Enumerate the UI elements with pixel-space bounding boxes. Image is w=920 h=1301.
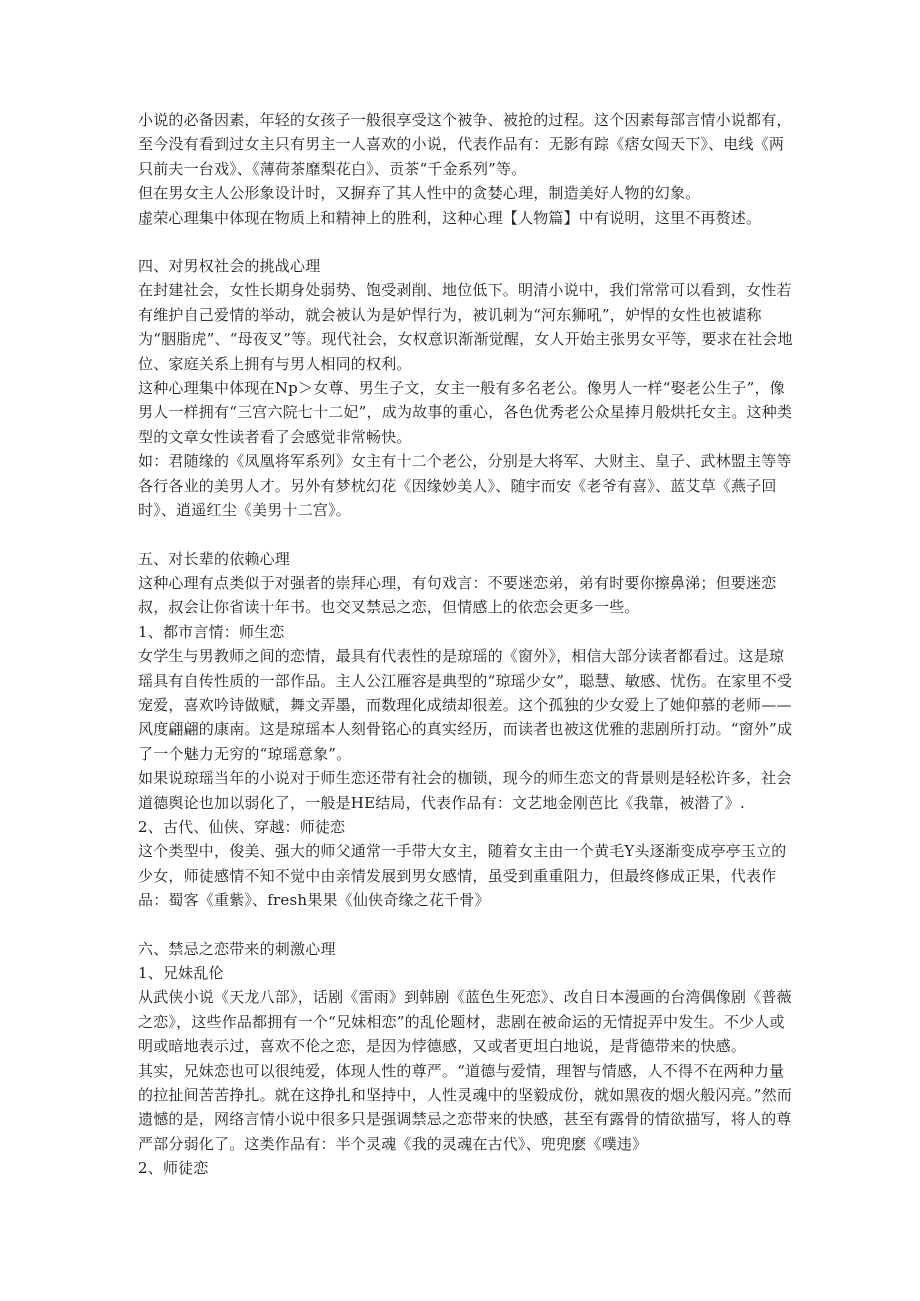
subheading: 1、都市言情：师生恋 xyxy=(138,622,285,641)
section-heading: 四、对男权社会的挑战心理 xyxy=(138,257,321,276)
paragraph: 但在男女主人公形象设计时，又摒弃了其人性中的贪婪心理，制造美好人物的幻象。 xyxy=(138,184,701,203)
paragraph: 虚荣心理集中体现在物质上和精神上的胜利，这种心理【人物篇】中有说明，这里不再赘述。 xyxy=(138,208,762,227)
subheading: 1、兄妹乱伦 xyxy=(138,964,224,982)
paragraph: 从武侠小说《天龙八部》，话剧《雷雨》到韩剧《蓝色生死恋》、改自日本漫画的台湾偶像剧《普薇之恋》，这些作品都拥有一个“兄妹相恋”的乱伦题材，悲剧在被命运的无情捉弄中发生。不少人或明或暗地表示过，喜欢不伦之恋，是因为悖德感，又或者更坦白地说，是背德带来的快感。 xyxy=(138,988,792,1056)
paragraph: 在封建社会，女性长期身处弱势、饱受剥削、地位低下。明清小说中，我们常常可以看到，女性若有维护自己爱情的举动，就会被认为是妒悍行为，被讥刺为“河东狮吼”，妒悍的女性也被谑称为“胭脂虎”、“母夜叉”等。现代社会，女权意识渐渐觉醒，女人开始主张男女平等，要求在社会地位、家庭关系上拥有与男人相同的权利。 xyxy=(138,281,793,373)
subheading: 2、师徒恋 xyxy=(138,1159,209,1178)
paragraph: 如果说琼瑶当年的小说对于师生恋还带有社会的枷锁，现今的师生恋文的背景则是轻松许多，社会道德舆论也加以弱化了，一般是HE结局，代表作品有：文艺地金刚芭比《我靠，被潜了》. xyxy=(138,769,792,812)
section-gap xyxy=(138,523,798,547)
section-heading: 六、禁忌之恋带来的刺激心理 xyxy=(138,939,336,958)
paragraph: 这种心理有点类似于对强者的崇拜心理，有句戏言：不要迷恋弟，弟有时要你擦鼻涕；但要迷恋叔，叔会让你省读十年书。也交叉禁忌之恋，但情感上的依恋会更多一些。 xyxy=(138,573,777,617)
paragraph: 这个类型中，俊美、强大的师父通常一手带大女主，随着女主由一个黄毛Y头逐渐变成亭亭玉立的少女，师徒感情不知不觉中由亲情发展到男女感情，虽受到重重阻力，但最终修成正果，代表作品：蜀客《重紫》、fresh果果《仙侠奇缘之花千骨》 xyxy=(138,842,787,910)
subheading: 2、古代、仙侠、穿越：师徒恋 xyxy=(138,817,346,836)
document-body xyxy=(138,108,798,1181)
section-heading: 五、对长辈的依赖心理 xyxy=(138,549,291,568)
paragraph: 如：君随缘的《凤凰将军系列》女主有十二个老公，分别是大将军、大财主、皇子、武林盟主等等各行各业的美男人才。另外有梦枕幻花《因缘妙美人》、随宇而安《老爷有喜》、蓝艾草《燕子回时》、逍遥红尘《美男十二宫》。 xyxy=(138,452,792,520)
paragraph: 女学生与男教师之间的恋情，最具有代表性的是琼瑶的《窗外》，相信大部分读者都看过。这是琼瑶具有自传性质的一部作品。主人公江雁容是典型的“琼瑶少女”，聪慧、敏感、忧伤。在家里不受宠爱，喜欢吟诗做赋，舞文弄墨，而数理化成绩却很差。这个孤独的少女爱上了她仰慕的老师——风度翩翩的康南。这是琼瑶本人刻骨铭心的真实经历，而读者也被这优雅的悲剧所打动。“窗外”成了一个魅力无穷的“琼瑶意象”。 xyxy=(138,647,793,763)
section-gap xyxy=(138,913,798,937)
paragraph: 其实，兄妹恋也可以很纯爱，体现人性的尊严。“道德与爱情，理智与情感，人不得不在两种力量的拉扯间苦苦挣扎。就在这挣扎和坚持中，人性灵魂中的坚毅成份，就如黑夜的烟火般闪亮。”然而遗憾的是，网络言情小说中很多只是强调禁忌之恋带来的快感，甚至有露骨的情欲描写，将人的尊严部分弱化了。这类作品有：半个灵魂《我的灵魂在古代》、兜兜麽《噗违》 xyxy=(138,1061,792,1153)
section-gap xyxy=(138,230,798,254)
paragraph: 这种心理集中体现在Np＞女尊、男生子文，女主一般有多名老公。像男人一样“娶老公生子”，像男人一样拥有“三宫六院七十二妃”，成为故事的重心，各色优秀老公众星捧月般烘托女主。这种类型的文章女性读者看了会感觉非常畅快。 xyxy=(138,379,793,446)
paragraph: 小说的必备因素，年轻的女孩子一般很享受这个被争、被抢的过程。这个因素每部言情小说都有，至今没有看到过女主只有男主一人喜欢的小说，代表作品有：无影有踪《痞女闯天下》、电线《两只前夫一台戏》、《薄荷茶靡梨花白》、贡茶“千金系列”等。 xyxy=(138,111,792,178)
